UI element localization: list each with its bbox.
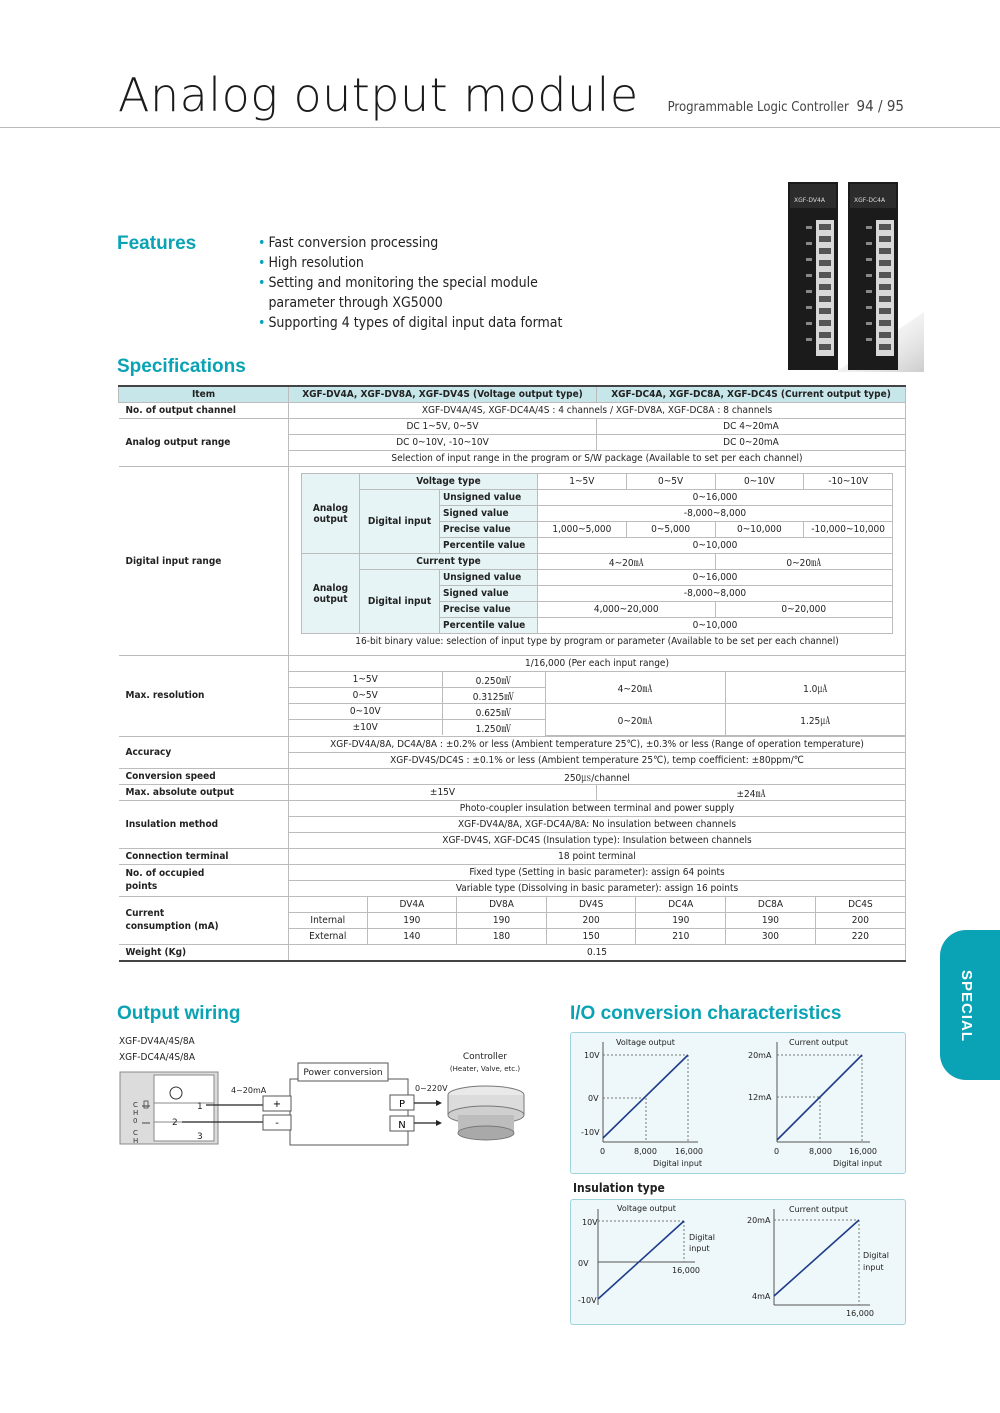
cell-value: XGF-DV4A/8A, DC4A/8A : ±0.2% or less (Ambient temperature 25℃), ±0.3% or less (Range of operation temperature) bbox=[289, 736, 906, 752]
feature-item: • Supporting 4 types of digital input data format bbox=[258, 315, 563, 331]
cell-value: 0~5,000 bbox=[626, 522, 715, 538]
consumption-cell bbox=[289, 896, 906, 944]
features-list bbox=[258, 233, 562, 333]
cell-value: 300 bbox=[726, 928, 816, 944]
cell-value: DC 1~5V, 0~5V bbox=[289, 419, 597, 435]
cell-value: 1~5V bbox=[538, 474, 627, 490]
cell-value: -8,000~8,000 bbox=[538, 586, 893, 602]
cell-value: 0~16,000 bbox=[538, 490, 893, 506]
header-divider bbox=[0, 127, 1000, 128]
current-type-label: Current type bbox=[360, 554, 538, 570]
n-terminal: N bbox=[398, 1120, 406, 1131]
x-tick: 16,000 bbox=[675, 1147, 703, 1156]
ins-v-tick: -10V bbox=[578, 1296, 597, 1305]
cell-value: 190 bbox=[367, 912, 457, 928]
p-terminal: P bbox=[398, 1099, 406, 1110]
table-row bbox=[119, 864, 906, 880]
row-label: Conversion speed bbox=[119, 768, 289, 784]
module-right-label: XGF-DC4A bbox=[854, 197, 886, 204]
cell-value: 200 bbox=[815, 912, 905, 928]
cell-value: DC 0~10V, -10~10V bbox=[289, 435, 597, 451]
cell-value: 0.15 bbox=[289, 944, 906, 961]
insulation-type-charts bbox=[570, 1199, 904, 1323]
x-tick: 0 bbox=[600, 1147, 606, 1156]
digital-range-cell bbox=[289, 467, 906, 656]
cell-value: 1~5V bbox=[289, 672, 442, 688]
header-subtitle bbox=[668, 97, 904, 115]
row-label: Current consumption (mA) bbox=[119, 896, 289, 944]
ch1-letter: C bbox=[133, 1129, 138, 1137]
controller-sub-label: (Heater, Valve, etc.) bbox=[449, 1065, 521, 1073]
feature-item: • High resolution bbox=[258, 255, 364, 271]
row-label: Weight (Kg) bbox=[119, 944, 289, 961]
minus-terminal: - bbox=[275, 1118, 279, 1129]
cell-value: DC4S bbox=[815, 897, 905, 913]
c-tick: 12mA bbox=[748, 1093, 772, 1102]
digital-input-label: Digital input bbox=[360, 570, 440, 634]
table-row bbox=[119, 419, 906, 435]
header-subtitle-text: Programmable Logic Controller bbox=[667, 100, 849, 115]
analog-output-label: Analog output bbox=[302, 554, 360, 634]
digital-input-axis: Digital input bbox=[833, 1159, 883, 1168]
output-wiring-title: Output wiring bbox=[117, 1003, 241, 1024]
cell-value: DV4A bbox=[367, 897, 457, 913]
resolution-cell bbox=[289, 656, 906, 737]
row-label: Analog output range bbox=[119, 419, 289, 467]
cell-value: 150 bbox=[546, 928, 636, 944]
cell-value: 1.0㎂ bbox=[725, 672, 905, 704]
cell-value: Variable type (Dissolving in basic parameter): assign 16 points bbox=[289, 880, 906, 896]
row-label: No. of occupied points bbox=[119, 864, 289, 896]
cell-value: 0~10V bbox=[715, 474, 804, 490]
cell-value: DC 0~20mA bbox=[597, 435, 906, 451]
cell-value: Photo-coupler insulation between terminal and power supply bbox=[289, 800, 906, 816]
c-tick: 20mA bbox=[748, 1051, 772, 1060]
precise-label: Precise value bbox=[440, 522, 538, 538]
ins-digital-label: Digital bbox=[689, 1233, 715, 1242]
precise-label: Precise value bbox=[440, 602, 538, 618]
cell-value: DC8A bbox=[726, 897, 816, 913]
ins-current-line bbox=[774, 1220, 859, 1296]
insulation-type-title: Insulation type bbox=[573, 1181, 665, 1195]
ins-input-label: input bbox=[863, 1263, 884, 1272]
io-conversion-charts bbox=[570, 1032, 904, 1172]
x-tick: 8,000 bbox=[634, 1147, 657, 1156]
cell-value: Selection of input range in the program or S/W package (Available to set per each channel) bbox=[289, 451, 906, 467]
cell-value: 250㎲/channel bbox=[289, 768, 906, 784]
terminal-2: 2 bbox=[172, 1118, 178, 1128]
output-wiring-diagram bbox=[118, 1045, 538, 1155]
cell-value: 1.250㎷ bbox=[442, 720, 545, 736]
cell-value: 0~20,000 bbox=[715, 602, 893, 618]
current-output-label: Current output bbox=[789, 1038, 848, 1047]
wiring-model-1: XGF-DV4A/4S/8A bbox=[119, 1036, 195, 1047]
cell-value: XGF-DV4A/4S, XGF-DC4A/4S : 4 channels / XGF-DV8A, XGF-DC8A : 8 channels bbox=[289, 403, 906, 419]
module-left-label: XGF-DV4A bbox=[794, 197, 825, 204]
cell-value: 0~20㎃ bbox=[715, 554, 893, 570]
cell-value: 210 bbox=[636, 928, 726, 944]
ins-v-tick: 10V bbox=[582, 1218, 598, 1227]
cell-value: 1/16,000 (Per each input range) bbox=[289, 656, 905, 672]
v-tick: -10V bbox=[581, 1128, 600, 1137]
x-tick: 0 bbox=[774, 1147, 780, 1156]
cell-value: 0.3125㎷ bbox=[442, 688, 545, 704]
cell-value: 190 bbox=[636, 912, 726, 928]
analog-output-label: Analog output bbox=[302, 474, 360, 554]
row-label: No. of output channel bbox=[119, 403, 289, 419]
module-left bbox=[788, 182, 838, 370]
row-label: Insulation method bbox=[119, 800, 289, 848]
x-tick: 16,000 bbox=[849, 1147, 877, 1156]
cell-value: 0~5V bbox=[289, 688, 442, 704]
x-tick: 8,000 bbox=[809, 1147, 832, 1156]
cell-value: 1,000~5,000 bbox=[538, 522, 627, 538]
cell-value: Fixed type (Setting in basic parameter): assign 64 points bbox=[289, 864, 906, 880]
ins-x-tick: 16,000 bbox=[672, 1266, 700, 1275]
header-item: Item bbox=[119, 386, 289, 403]
digital-range-table bbox=[301, 473, 893, 649]
terminal-1: 1 bbox=[197, 1102, 203, 1112]
table-row bbox=[119, 896, 906, 944]
cell-value: -8,000~8,000 bbox=[538, 506, 893, 522]
consumption-table bbox=[289, 897, 905, 944]
table-row bbox=[119, 944, 906, 961]
current-output-label: Current output bbox=[789, 1205, 848, 1214]
cell-value: 4,000~20,000 bbox=[538, 602, 716, 618]
specifications-table bbox=[118, 385, 906, 962]
voltage-label: 0~220V bbox=[415, 1084, 448, 1093]
table-row bbox=[119, 768, 906, 784]
cell-value: ±15V bbox=[289, 784, 597, 800]
cell-value: XGF-DV4S, XGF-DC4S (Insulation type): Insulation between channels bbox=[289, 832, 906, 848]
cell-value: 0~10,000 bbox=[715, 522, 804, 538]
cell-value: DV4S bbox=[546, 897, 636, 913]
ch1-letter: H bbox=[133, 1137, 139, 1145]
ins-c-tick: 20mA bbox=[747, 1216, 771, 1225]
product-photo bbox=[788, 182, 924, 372]
cell-value: 0~10V bbox=[289, 704, 442, 720]
percentile-label: Percentile value bbox=[440, 618, 538, 634]
digital-input-axis: Digital input bbox=[653, 1159, 703, 1168]
ch0-letter: C bbox=[133, 1101, 138, 1109]
cell-value: 4~20㎃ bbox=[545, 672, 725, 704]
ins-digital-label: Digital bbox=[863, 1251, 889, 1260]
voltage-line bbox=[603, 1055, 688, 1138]
cell-value: XGF-DV4A/8A, XGF-DC4A/8A: No insulation between channels bbox=[289, 816, 906, 832]
power-conversion-label: Power conversion bbox=[303, 1068, 383, 1078]
feature-item: • Setting and monitoring the special module bbox=[258, 275, 538, 291]
cell-value: External bbox=[289, 928, 367, 944]
cell-value: -10,000~10,000 bbox=[804, 522, 893, 538]
percentile-label: Percentile value bbox=[440, 538, 538, 554]
cell-value: 190 bbox=[457, 912, 547, 928]
header-current: XGF-DC4A, XGF-DC8A, XGF-DC4S (Current output type) bbox=[597, 386, 906, 403]
side-tab-label: SPECIAL bbox=[958, 970, 975, 1043]
ins-voltage-line bbox=[598, 1221, 684, 1299]
table-row bbox=[119, 784, 906, 800]
cell-value: 220 bbox=[815, 928, 905, 944]
signed-label: Signed value bbox=[440, 506, 538, 522]
features-title: Features bbox=[117, 233, 197, 254]
ins-x-tick: 16,000 bbox=[846, 1309, 874, 1318]
cell-value: 190 bbox=[726, 912, 816, 928]
unsigned-label: Unsigned value bbox=[440, 570, 538, 586]
specifications-title: Specifications bbox=[117, 356, 246, 377]
cell-value: ±24㎃ bbox=[597, 784, 906, 800]
table-header-row bbox=[119, 386, 906, 403]
digital-note: 16-bit binary value: selection of input type by program or parameter (Available to be set per each channel) bbox=[302, 634, 893, 650]
cell-value: 4~20㎃ bbox=[538, 554, 716, 570]
terminal-3: 3 bbox=[197, 1132, 203, 1142]
voltage-type-label: Voltage type bbox=[360, 474, 538, 490]
voltage-output-label: Voltage output bbox=[616, 1038, 675, 1047]
row-label: Max. absolute output bbox=[119, 784, 289, 800]
section-side-tab bbox=[940, 930, 1000, 1080]
table-row bbox=[119, 848, 906, 864]
page-title: Analog output module bbox=[118, 68, 639, 122]
cell-value: 0~10,000 bbox=[538, 538, 893, 554]
current-label: 4~20mA bbox=[231, 1086, 267, 1095]
cell-value: 0~16,000 bbox=[538, 570, 893, 586]
table-row bbox=[119, 403, 906, 419]
digital-input-label: Digital input bbox=[360, 490, 440, 554]
cell-value: 180 bbox=[457, 928, 547, 944]
table-row bbox=[119, 656, 906, 737]
cell-value: 140 bbox=[367, 928, 457, 944]
cell-value: 1.25㎂ bbox=[725, 704, 905, 736]
cell-value: 0~20㎃ bbox=[545, 704, 725, 736]
feature-item: parameter through XG5000 bbox=[268, 295, 443, 311]
module-right bbox=[848, 182, 898, 370]
cell-value: 18 point terminal bbox=[289, 848, 906, 864]
cell-value: XGF-DV4S/DC4S : ±0.1% or less (Ambient temperature 25℃), temp coefficient: ±80ppm/℃ bbox=[289, 752, 906, 768]
cell-value: 0.250㎷ bbox=[442, 672, 545, 688]
row-label: Max. resolution bbox=[119, 656, 289, 737]
ins-c-tick: 4mA bbox=[752, 1292, 771, 1301]
io-title: I/O conversion characteristics bbox=[570, 1003, 842, 1024]
table-row bbox=[119, 800, 906, 816]
cell-value: DV8A bbox=[457, 897, 547, 913]
table-row bbox=[119, 736, 906, 752]
header-voltage: XGF-DV4A, XGF-DV8A, XGF-DV4S (Voltage output type) bbox=[289, 386, 597, 403]
ch0-letter: 0 bbox=[133, 1117, 138, 1125]
signed-label: Signed value bbox=[440, 586, 538, 602]
ins-input-label: input bbox=[689, 1244, 710, 1253]
cell-value: DC4A bbox=[636, 897, 726, 913]
voltage-output-label: Voltage output bbox=[617, 1204, 676, 1213]
wiring-model-2: XGF-DC4A/4S/8A bbox=[119, 1052, 196, 1063]
v-tick: 0V bbox=[588, 1094, 599, 1103]
cell-value: 0.625㎷ bbox=[442, 704, 545, 720]
row-label: Accuracy bbox=[119, 736, 289, 768]
v-tick: 10V bbox=[584, 1051, 600, 1060]
unsigned-label: Unsigned value bbox=[440, 490, 538, 506]
table-row bbox=[119, 467, 906, 656]
page-numbers: 94 / 95 bbox=[856, 97, 904, 115]
ins-v-tick: 0V bbox=[578, 1259, 589, 1268]
cell-value: Internal bbox=[289, 912, 367, 928]
cell-value: 200 bbox=[546, 912, 636, 928]
cell-value: ±10V bbox=[289, 720, 442, 736]
controller-label: Controller bbox=[462, 1052, 508, 1062]
row-label: Digital input range bbox=[119, 467, 289, 656]
cell-value: DC 4~20mA bbox=[597, 419, 906, 435]
plus-terminal: + bbox=[272, 1099, 282, 1110]
cell-value: 0~10,000 bbox=[538, 618, 893, 634]
resolution-table bbox=[289, 656, 905, 736]
ch0-letter: H bbox=[133, 1109, 139, 1117]
row-label: Connection terminal bbox=[119, 848, 289, 864]
cell-value: -10~10V bbox=[804, 474, 893, 490]
cell-value: 0~5V bbox=[626, 474, 715, 490]
feature-item: • Fast conversion processing bbox=[258, 235, 439, 251]
